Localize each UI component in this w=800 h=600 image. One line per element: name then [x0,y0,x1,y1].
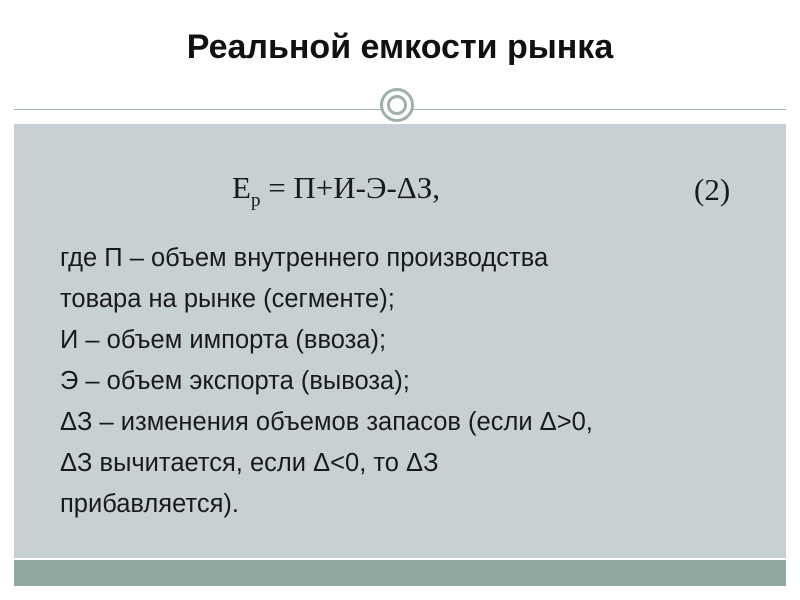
definition-line: Э – объем экспорта (вывоза); [60,367,410,395]
slide-title: Реальной емкости рынка [186,28,614,66]
formula-expression: = П+И-Э-ΔЗ, [260,170,441,205]
definitions-text [60,238,770,525]
definition-line: прибавляется). [60,490,239,518]
definition-line: ΔЗ вычитается, если Δ<0, то ΔЗ [60,449,439,477]
definition-line: где П – объем внутреннего производства [60,244,549,272]
definition-line: ΔЗ – изменения объемов запасов (если Δ>0, [60,408,593,436]
definition-line: И – объем импорта (ввоза); [60,326,387,354]
footer-bar [14,560,786,586]
definition-line: товара на рынке (сегменте); [60,285,395,313]
formula-symbol: Е [232,170,251,205]
divider-circle-ornament [380,88,414,122]
formula-subscript: р [250,190,261,211]
formula [232,170,440,212]
equation-number: (2) [694,172,731,207]
